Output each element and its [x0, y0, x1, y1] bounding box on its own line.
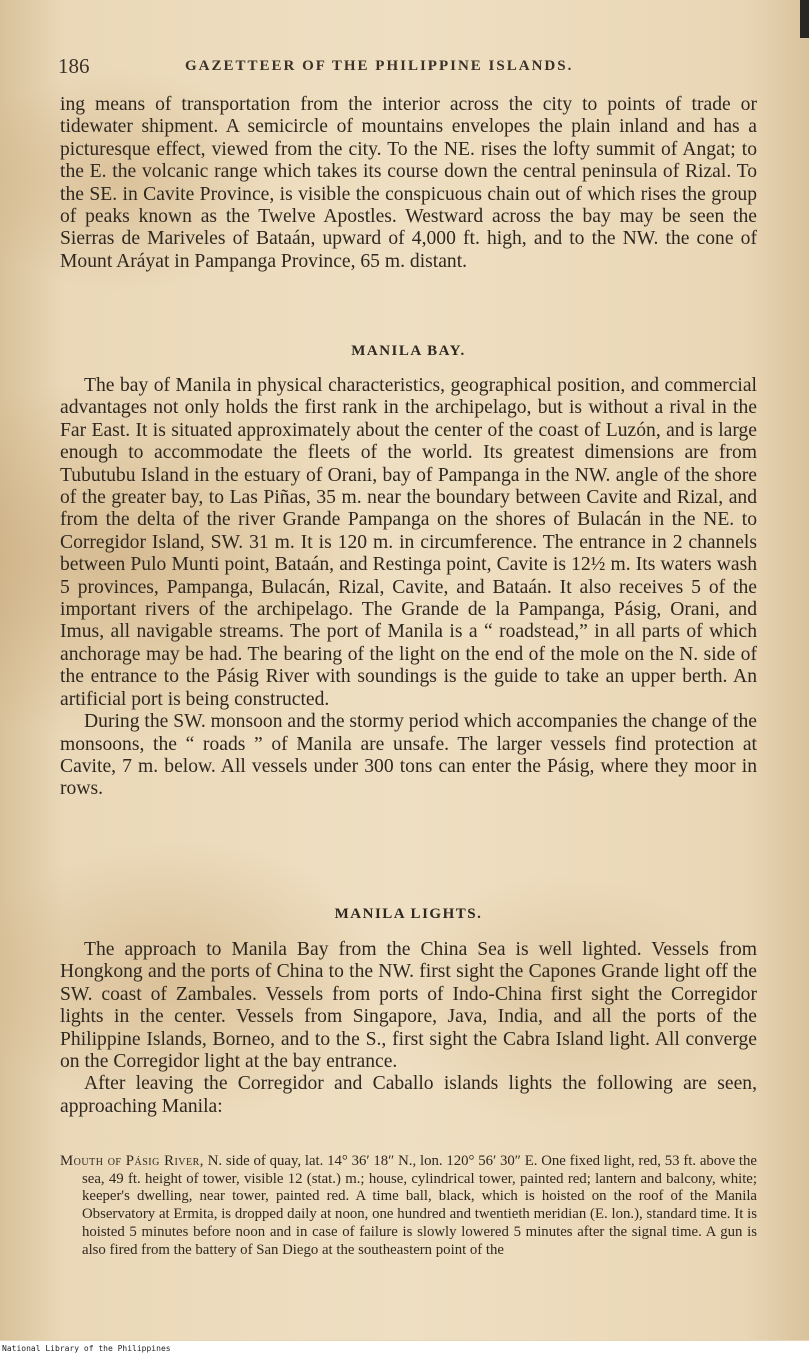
- page-number: 186: [58, 54, 90, 78]
- section-heading-manila-bay: MANILA BAY.: [351, 343, 466, 359]
- manila-lights-paragraph-1: The approach to Manila Bay from the China Sea is well lighted. Vessels from Hongkong and the ports of China to the NW. first sight the Capones Grande light off the SW. coast of Zambales. Vessels from ports of Indo-China first sight the Corregidor lights in the center. Vessels from Singapore, Java, India, and all the ports of the Philippine Islands, Borneo, and to the S., first sight the Cabra Island light. All converge on the Corregidor light at the bay entrance.: [60, 939, 757, 1073]
- scan-footer: [0, 1341, 809, 1358]
- manila-bay-paragraph-1: The bay of Manila in physical characteristics, geographical position, and commercial advantages not only holds the first rank in the archipelago, but is without a rival in the Far East. It is situated approximately about the center of the coast of Luzón, and is large enough to accommodate the fleets of the world. Its greatest dimensions are from Tubutubu Island in the estuary of Orani, bay of Pampanga in the NW. angle of the shore of the greater bay, to Las Piñas, 35 m. near the boundary between Cavite and Rizal, and from the delta of the river Grande Pampanga on the shores of Bulacán in the NE. to Corregidor Island, SW. 31 m. It is 120 m. in circumference. The entrance in 2 channels between Pulo Munti point, Bataán, and Restinga point, Cavite is 12½ m. Its waters wash 5 provinces, Pampanga, Bulacán, Rizal, Cavite, and Bataán. It also receives 5 of the important rivers of the archipelago. The Grande de la Pampanga, Pásig, Orani, and Imus, all navigable streams. The port of Manila is a “ roadstead,” in all parts of which anchorage may be had. The bearing of the light on the end of the mole on the N. side of the entrance to the Pásig River with soundings is the guide to take an upper berth. An artificial port is being constructed.: [60, 375, 757, 710]
- library-credit: National Library of the Philippines: [2, 1344, 171, 1353]
- manila-lights-paragraph-2: After leaving the Corregidor and Caballo islands lights the following are seen, approaching Manila:: [60, 1073, 757, 1117]
- intro-text: ing means of transportation from the interior across the city to points of trade or tidewater shipment. A semicircle of mountains envelopes the plain inland and has a picturesque effect, viewed from the city. To the NE. rises the lofty summit of Angat; to the E. the volcanic range which takes its course down the central peninsula of Rizal. To the SE. in Cavite Province, is visible the conspicuous chain out of which rises the group of peaks known as the Twelve Apostles. Westward across the bay may be seen the Sierras de Mariveles of Bataán, upward of 4,000 ft. high, and to the NW. the cone of Mount Aráyat in Pampanga Province, 65 m. distant.: [60, 94, 757, 272]
- manila-bay-section: [60, 375, 757, 801]
- manila-bay-paragraph-2: During the SW. monsoon and the stormy period which accompanies the change of the monsoons, the “ roads ” of Manila are unsafe. The larger vessels find protection at Cavite, 7 m. below. All vessels under 300 tons can enter the Pásig, where they moor in rows.: [60, 711, 757, 800]
- page-header: [58, 54, 758, 84]
- light-entry-label: Mouth of Pásig River,: [60, 1153, 204, 1169]
- manila-lights-section: [60, 939, 757, 1118]
- light-entry-paragraph: [60, 1153, 757, 1259]
- scan-edge-mark: [800, 0, 809, 38]
- section-heading-manila-lights: MANILA LIGHTS.: [334, 906, 483, 922]
- running-title: GAZETTEER OF THE PHILIPPINE ISLANDS.: [185, 58, 574, 74]
- intro-paragraph: [60, 94, 757, 273]
- light-entry: [60, 1153, 757, 1259]
- light-entry-text: N. side of quay, lat. 14° 36′ 18″ N., lon. 120° 56′ 30″ E. One fixed light, red, 53 ft. above the sea, 49 ft. height of tower, visible 12 (stat.) m.; house, cylindrical tower, painted red; lantern and balcony, white; keeper's dwelling, near tower, painted red. A time ball, black, which is hoisted on the roof of the Manila Observatory at Ermita, is dropped daily at noon, one hundred and twentieth meridian (E. lon.), standard time. It is hoisted 5 minutes before noon and in case of failure is slowly lowered 5 minutes after the signal time. A gun is also fired from the battery of San Diego at the southeastern point of the: [82, 1153, 757, 1258]
